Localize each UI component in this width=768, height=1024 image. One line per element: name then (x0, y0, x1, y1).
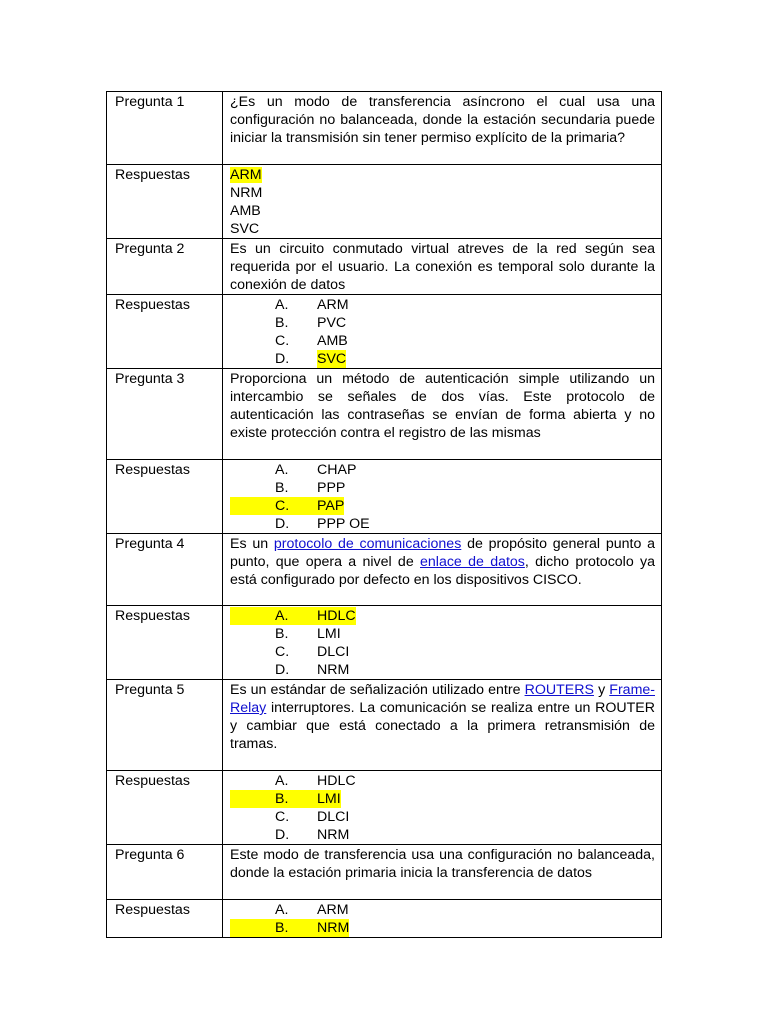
table-row (107, 534, 662, 606)
answer-option: A. CHAP (275, 462, 357, 478)
answer-option: B. PVC (275, 315, 347, 331)
row-label: Pregunta 1 (107, 92, 223, 165)
table-row (107, 606, 662, 680)
question-text: Este modo de transferencia usa una configuración no balanceada, donde la estación primaria inicia la transferencia de datos (223, 845, 662, 900)
table-row (107, 369, 662, 460)
answer-option: AMB (230, 203, 261, 219)
answer-option: B. LMI (275, 626, 341, 642)
answer-option (230, 790, 655, 808)
answer-option: D. SVC (275, 351, 347, 367)
answer-option (230, 497, 655, 515)
row-label: Pregunta 2 (107, 239, 223, 295)
row-label: Pregunta 6 (107, 845, 223, 900)
answer-list (223, 900, 662, 938)
answer-list (223, 460, 662, 534)
answer-option: D. NRM (275, 662, 350, 678)
answer-list (223, 165, 662, 239)
link-enlace-de-datos[interactable]: enlace de datos (420, 554, 525, 570)
link-routers[interactable]: ROUTERS (524, 682, 594, 698)
correct-answer-highlight: C. PAP (230, 497, 344, 515)
table-row (107, 771, 662, 845)
correct-answer-highlight: SVC (317, 351, 347, 367)
answer-option: A. HDLC (275, 773, 356, 789)
answer-option (230, 607, 655, 625)
link-frame-relay[interactable]: Frame-Relay (230, 682, 655, 716)
answer-option: D. PPP OE (275, 516, 370, 532)
answer-option (230, 166, 655, 184)
row-label: Respuestas (107, 165, 223, 239)
table-row (107, 239, 662, 295)
correct-answer-highlight: A. HDLC (230, 607, 356, 625)
correct-answer-highlight: ARM (230, 167, 262, 183)
table-row (107, 680, 662, 771)
answer-option: SVC (230, 221, 260, 237)
answer-option: A. ARM (275, 297, 349, 313)
correct-answer-highlight: B. NRM (230, 919, 349, 937)
table-row (107, 92, 662, 165)
answer-list (223, 606, 662, 680)
answer-option: C. DLCI (275, 644, 350, 660)
row-label: Respuestas (107, 295, 223, 369)
answer-list (223, 295, 662, 369)
question-text: Es un circuito conmutado virtual atreves de la red según sea requerida por el usuario. La conexión es temporal solo durante la conexión de datos (223, 239, 662, 295)
row-label: Respuestas (107, 900, 223, 938)
table-row (107, 460, 662, 534)
answer-option: C. AMB (275, 333, 348, 349)
answer-option: D. NRM (275, 827, 350, 843)
quiz-table (106, 91, 662, 938)
question-text: Proporciona un método de autenticación simple utilizando un intercambio se señales de dos vías. Este protocolo de autenticación las contraseñas se envían de forma abierta y no existe protección contra el registro de las mismas (223, 369, 662, 460)
answer-option: C. DLCI (275, 809, 350, 825)
link-protocolo-comunicaciones[interactable]: protocolo de comunicaciones (273, 536, 462, 552)
answer-option (230, 919, 655, 937)
row-label: Pregunta 4 (107, 534, 223, 606)
table-row (107, 845, 662, 900)
correct-answer-highlight: B. LMI (230, 790, 341, 808)
answer-option: NRM (230, 185, 263, 201)
row-label: Respuestas (107, 771, 223, 845)
table-row (107, 165, 662, 239)
row-label: Pregunta 3 (107, 369, 223, 460)
table-row (107, 900, 662, 938)
table-row (107, 295, 662, 369)
question-text: Es un protocolo de comunicaciones de propósito general punto a punto, que opera a nivel de enlace de datos, dicho protocolo ya está configurado por defecto en los dispositivos CISCO. (223, 534, 662, 606)
answer-option: B. PPP (275, 480, 346, 496)
row-label: Respuestas (107, 460, 223, 534)
answer-list (223, 771, 662, 845)
answer-option: A. ARM (275, 902, 349, 918)
row-label: Respuestas (107, 606, 223, 680)
question-text: ¿Es un modo de transferencia asíncrono el cual usa una configuración no balanceada, donde la estación secundaria puede iniciar la transmisión sin tener permiso explícito de la primaria? (223, 92, 662, 165)
question-text: Es un estándar de señalización utilizado entre ROUTERS y Frame-Relay interruptores. La comunicación se realiza entre un ROUTER y cambiar que está conectado a la primera retransmisión de tramas. (223, 680, 662, 771)
row-label: Pregunta 5 (107, 680, 223, 771)
